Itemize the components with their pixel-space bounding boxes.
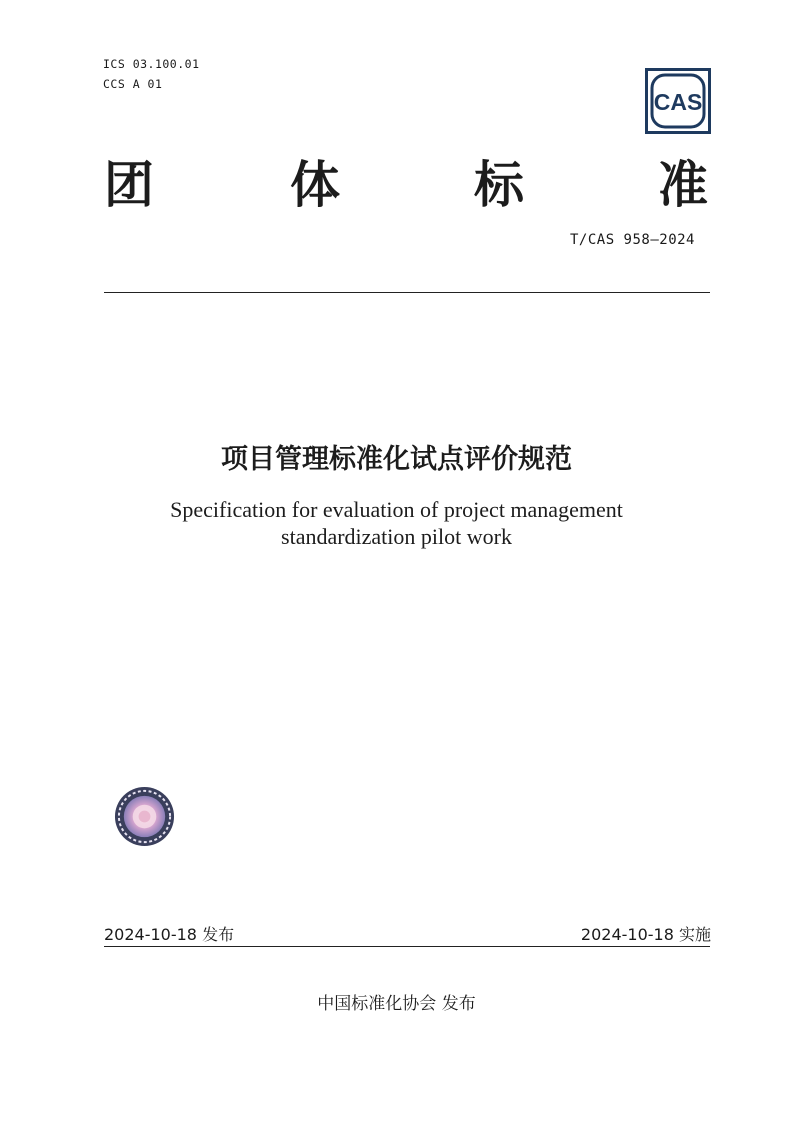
publisher: 中国标准化协会 发布 xyxy=(317,994,476,1014)
doc-kind-char: 体 xyxy=(290,156,340,214)
top-divider xyxy=(104,292,710,293)
doc-kind-char: 团 xyxy=(104,156,154,214)
classification-codes xyxy=(103,54,200,94)
bottom-divider xyxy=(104,946,710,947)
document-kind xyxy=(104,155,710,215)
document-number: T/CAS 958—2024 xyxy=(569,232,695,248)
effective-date: 2024-10-18 实施 xyxy=(580,925,711,944)
doc-kind-char: 准 xyxy=(658,156,708,214)
doc-kind-char: 标 xyxy=(474,156,524,214)
title-english xyxy=(0,496,793,550)
ccs-code: CCS A 01 xyxy=(103,77,163,91)
title-chinese: 项目管理标准化试点评价规范 xyxy=(221,444,572,475)
round-seal-icon xyxy=(113,785,176,848)
cas-logo-icon xyxy=(645,68,711,134)
publish-date: 2024-10-18 发布 xyxy=(104,925,235,944)
ics-code: ICS 03.100.01 xyxy=(103,57,200,71)
title-english-line: standardization pilot work xyxy=(281,524,512,549)
title-english-line: Specification for evaluation of project management xyxy=(170,497,623,522)
logo-text: CAS xyxy=(653,89,703,115)
